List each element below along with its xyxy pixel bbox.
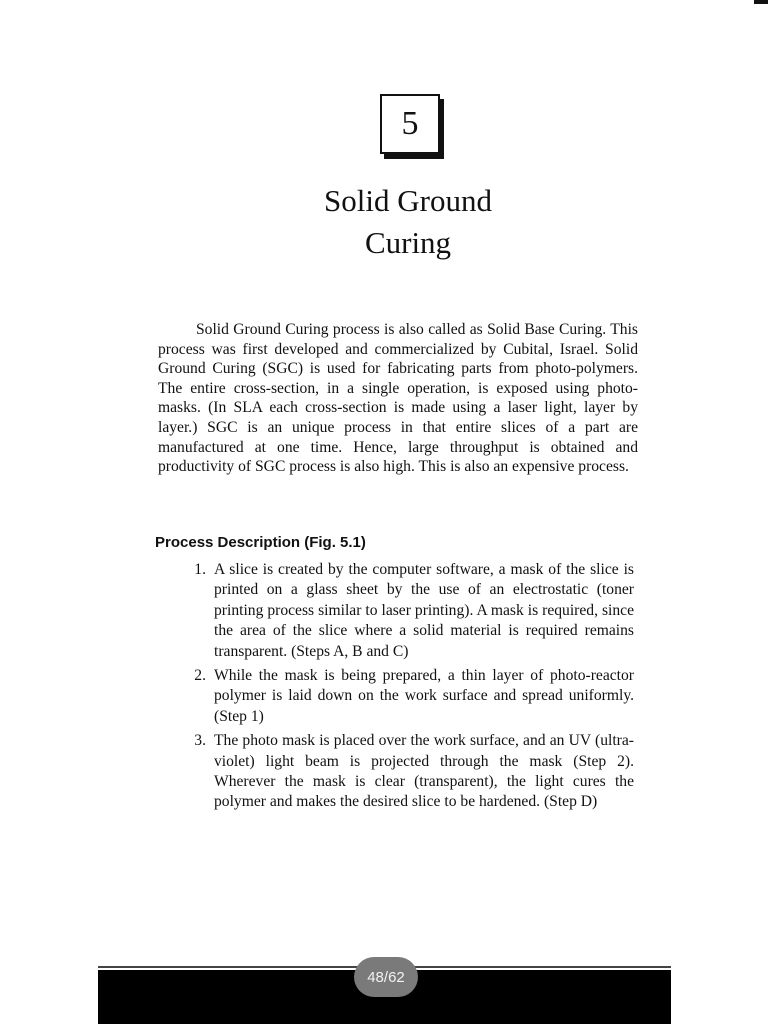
chapter-title-line2: Curing [364, 225, 452, 260]
chapter-number: 5 [401, 105, 419, 142]
chapter-title-line1: Solid Ground [324, 183, 492, 218]
page-indicator[interactable]: 48/62 [354, 957, 418, 997]
corner-mark [754, 0, 768, 4]
step-text: While the mask is being prepared, a thin layer of photo-reactor polymer is laid down on the work surface and spread uniformly. (Step 1) [214, 667, 634, 725]
list-item [160, 666, 634, 727]
intro-paragraph: Solid Ground Curing process is also called as Solid Base Curing. This process was first developed and commercialized by Cubital, Israel. Solid Ground Curing (SGC) is used for fabricating parts from photo-polymers. The entire cross-section, in a single operation, is exposed using photo-masks. (In SLA each cross-section is made using a laser light, layer by layer.) SGC is an unique process in that entire slices of a part are manufactured at one time. Hence, large throughput is obtained and productivity of SGC process is also high. This is also an expensive process. [158, 321, 638, 476]
step-text: The photo mask is placed over the work surface, and an UV (ultra-violet) light beam is projected through the mask (Step 2). Wherever the mask is clear (transparent), the light cures the polymer and makes the desired slice to be hardened. (Step D) [214, 732, 634, 811]
chapter-title [250, 180, 566, 264]
step-number: 3. [194, 732, 206, 750]
step-text: A slice is created by the computer software, a mask of the slice is printed on a glass sheet by the use of an electrostatic (toner printing process similar to laser printing). A mask is required, since the area of the slice where a solid material is required remains transparent. (Steps A, B and C) [214, 561, 634, 660]
step-number: 2. [194, 667, 206, 685]
section-heading: Process Description (Fig. 5.1) [155, 534, 366, 551]
process-steps-list [160, 560, 634, 817]
list-item [160, 731, 634, 813]
chapter-number-box [380, 94, 440, 154]
list-item [160, 560, 634, 662]
step-number: 1. [194, 561, 206, 578]
